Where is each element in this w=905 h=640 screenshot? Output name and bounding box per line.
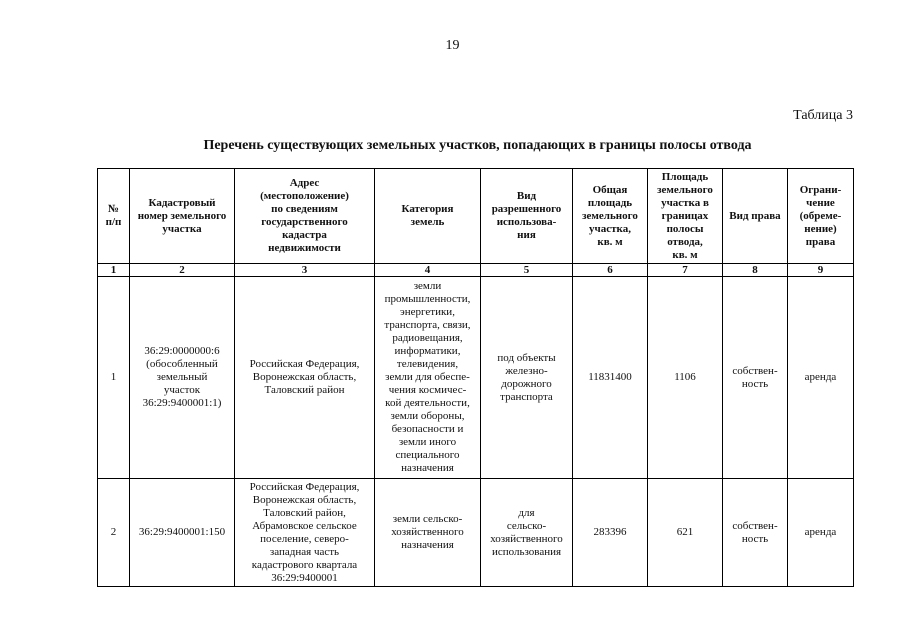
column-header: Площадь земельного участка в границах полосы отвода, кв. м bbox=[648, 169, 723, 264]
address: Российская Федерация, Воронежская область, Таловский район bbox=[235, 277, 375, 479]
column-number: 2 bbox=[130, 264, 235, 277]
address: Российская Федерация, Воронежская область, Таловский район, Абрамовское сельское поселение, северо- западная часть кадастрового квартала 36:29:9400001 bbox=[235, 479, 375, 587]
row-number: 2 bbox=[98, 479, 130, 587]
column-number: 4 bbox=[375, 264, 481, 277]
strip-area: 1106 bbox=[648, 277, 723, 479]
column-header: Кадастровый номер земельного участка bbox=[130, 169, 235, 264]
restriction: аренда bbox=[788, 479, 854, 587]
table-row bbox=[98, 479, 854, 587]
cadastral-number: 36:29:0000000:6 (обособленный земельный участок 36:29:9400001:1) bbox=[130, 277, 235, 479]
column-number: 5 bbox=[481, 264, 573, 277]
page-number: 19 bbox=[445, 38, 460, 53]
total-area: 11831400 bbox=[573, 277, 648, 479]
row-number: 1 bbox=[98, 277, 130, 479]
column-number-row bbox=[98, 264, 854, 277]
cadastral-number: 36:29:9400001:150 bbox=[130, 479, 235, 587]
column-header: Общая площадь земельного участка, кв. м bbox=[573, 169, 648, 264]
column-number: 1 bbox=[98, 264, 130, 277]
total-area: 283396 bbox=[573, 479, 648, 587]
permitted-use: под объекты железно- дорожного транспорта bbox=[481, 277, 573, 479]
table-label: Таблица 3 bbox=[793, 108, 853, 123]
land-category: земли промышленности, энергетики, транспорта, связи, радиовещания, информатики, телевидения, земли для обеспе- чения космичес- кой деятельности, земли обороны, безопасности и земли иного специального назначения bbox=[375, 277, 481, 479]
column-number: 9 bbox=[788, 264, 854, 277]
right-type: собствен- ность bbox=[723, 479, 788, 587]
column-header: Адрес (местоположение) по сведениям государственного кадастра недвижимости bbox=[235, 169, 375, 264]
table-row bbox=[98, 277, 854, 479]
column-header: Вид права bbox=[723, 169, 788, 264]
column-number: 6 bbox=[573, 264, 648, 277]
permitted-use: для сельско- хозяйственного использования bbox=[481, 479, 573, 587]
land-plots-table bbox=[97, 168, 854, 587]
column-header: Категория земель bbox=[375, 169, 481, 264]
column-header: № п/п bbox=[98, 169, 130, 264]
restriction: аренда bbox=[788, 277, 854, 479]
land-category: земли сельско- хозяйственного назначения bbox=[375, 479, 481, 587]
column-number: 8 bbox=[723, 264, 788, 277]
column-number: 3 bbox=[235, 264, 375, 277]
header-row bbox=[98, 169, 854, 264]
strip-area: 621 bbox=[648, 479, 723, 587]
column-number: 7 bbox=[648, 264, 723, 277]
table-title: Перечень существующих земельных участков, попадающих в границы полосы отвода bbox=[203, 138, 752, 153]
right-type: собствен- ность bbox=[723, 277, 788, 479]
column-header: Вид разрешенного использова- ния bbox=[481, 169, 573, 264]
column-header: Ограни- чение (обреме- нение) права bbox=[788, 169, 854, 264]
